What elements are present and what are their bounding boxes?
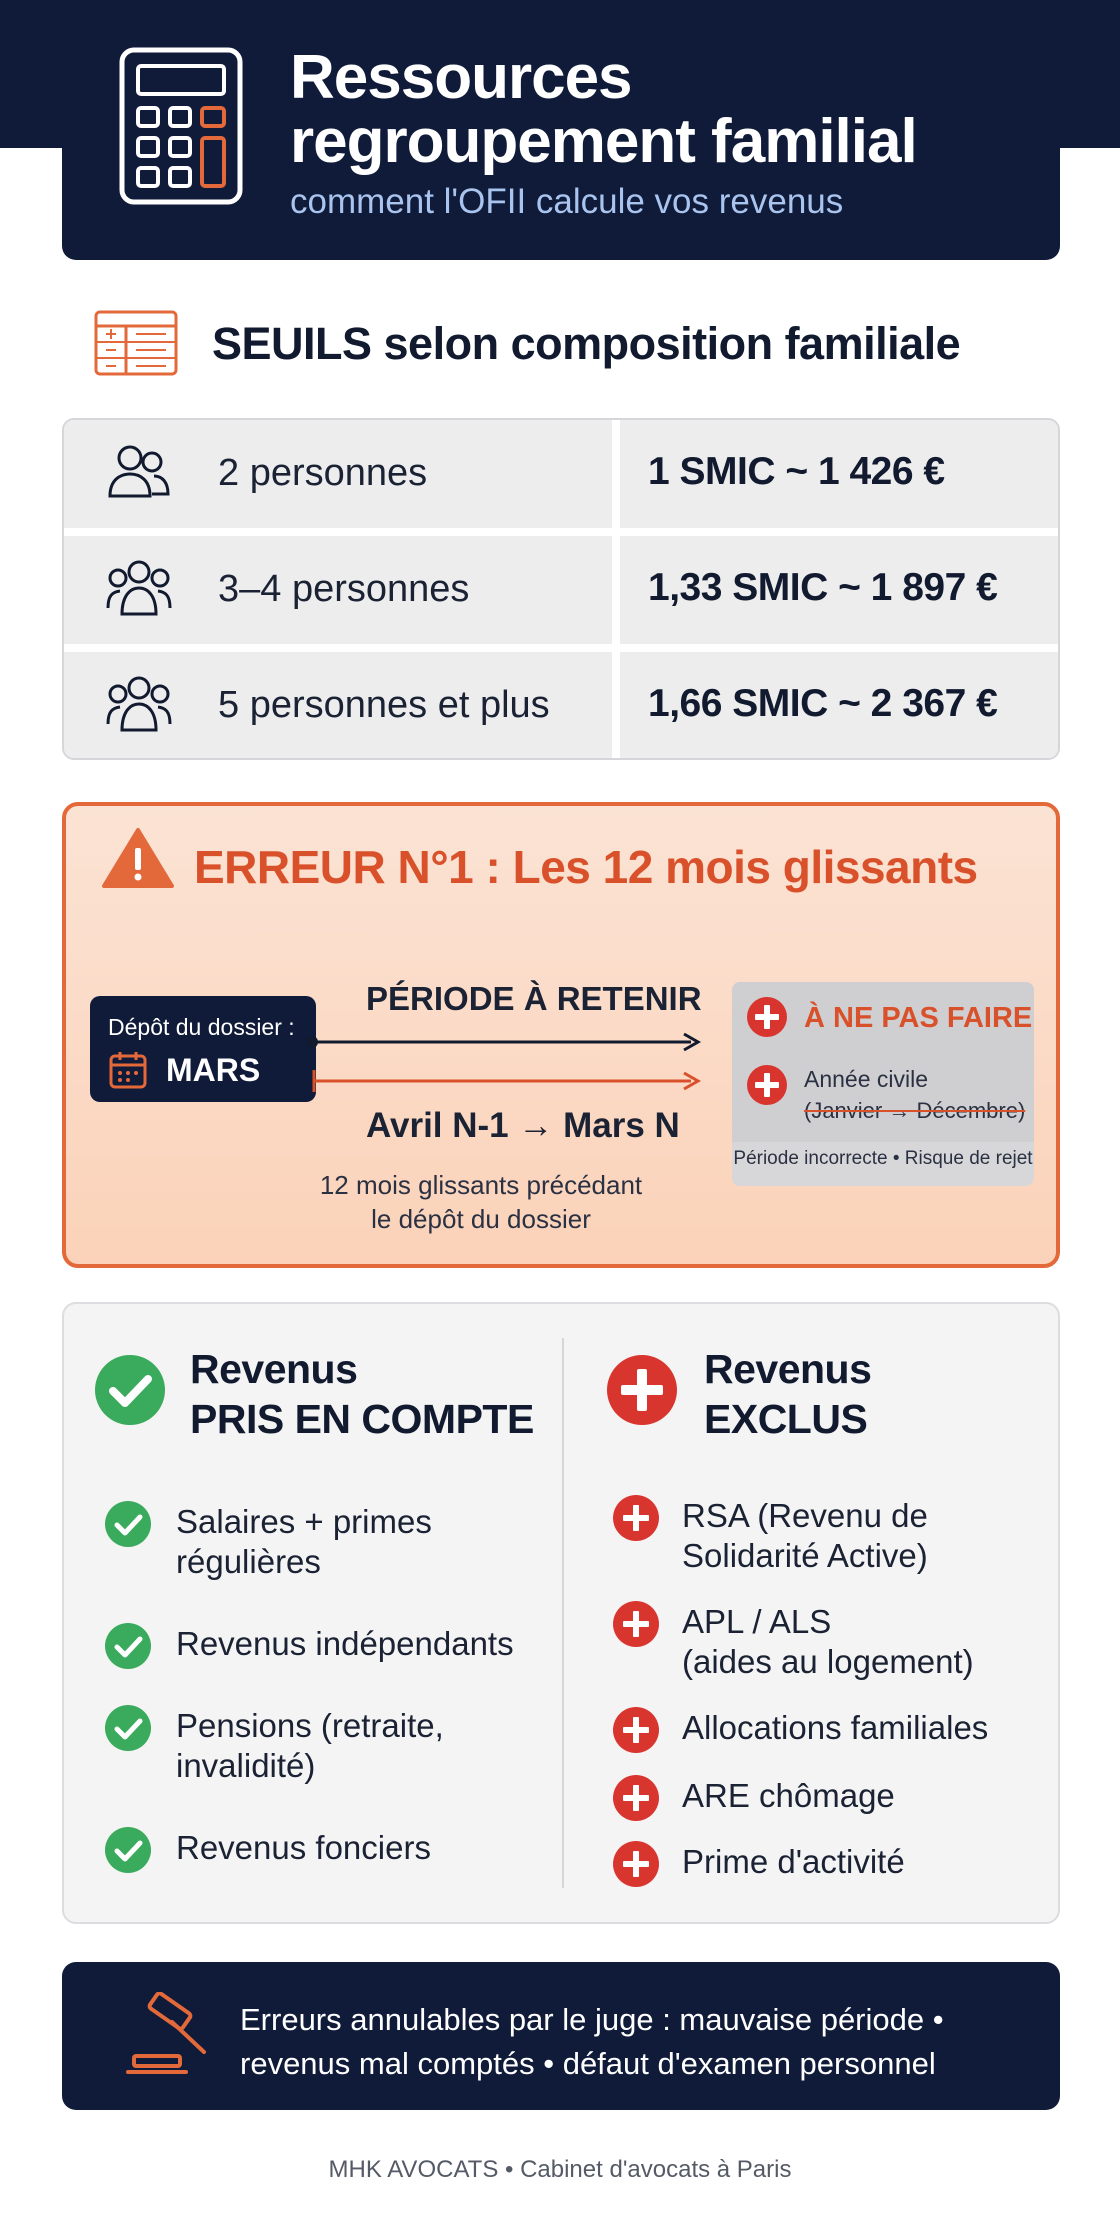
calculator-icon [118, 46, 244, 206]
page-title-line1: Ressources [290, 43, 632, 112]
seuil-value: 1,66 SMIC ~ 2 367 € [648, 682, 998, 725]
exclus-item-line: Solidarité Active) [682, 1537, 928, 1574]
footer-banner [62, 1962, 1060, 2110]
cross-circle-icon [612, 1774, 660, 1822]
periode-label: PÉRIODE À RETENIR [366, 980, 702, 1017]
erreur-title: ERREUR N°1 : Les 12 mois glissants [194, 841, 978, 893]
seuil-label: 2 personnes [218, 452, 428, 494]
ne-pas-faire-footer: Période incorrecte • Risque de rejet [733, 1148, 1033, 1169]
group-people-icon [104, 672, 174, 736]
credit-line: MHK AVOCATS • Cabinet d'avocats à Paris [328, 2156, 792, 2183]
periode-range: Avril N-1 → Mars N [366, 1106, 680, 1145]
seuil-composition-cell [64, 420, 612, 528]
seuil-row [64, 420, 1058, 528]
check-circle-icon [94, 1354, 166, 1426]
group-people-icon [104, 556, 174, 620]
exclus-item-line: APL / ALS [682, 1603, 832, 1640]
page-subtitle: comment l'OFII calcule vos revenus [290, 182, 844, 221]
seuil-label: 5 personnes et plus [218, 684, 550, 726]
exclus-item-line: Prime d'activité [682, 1843, 905, 1880]
ne-pas-faire-title: À NE PAS FAIRE [804, 1002, 1033, 1034]
seuil-composition-cell [64, 536, 612, 644]
cross-circle-icon [746, 1064, 788, 1106]
exclus-item-line: Allocations familiales [682, 1709, 989, 1746]
footer-line2: revenus mal comptés • défaut d'examen personnel [240, 2046, 936, 2081]
seuil-row [64, 536, 1058, 644]
exclus-title-line2: EXCLUS [704, 1396, 868, 1442]
spreadsheet-icon [92, 306, 180, 378]
calendar-icon [108, 1050, 148, 1090]
cross-circle-icon [612, 1706, 660, 1754]
seuil-value-cell [620, 420, 1058, 528]
seuils-title: SEUILS selon composition familiale [212, 318, 961, 369]
two-people-icon [104, 440, 174, 504]
check-circle-icon [104, 1622, 152, 1670]
exclus-item-line: RSA (Revenu de [682, 1497, 928, 1534]
depot-label: Dépôt du dossier : [108, 1014, 295, 1040]
pris-item-line: Revenus indépendants [176, 1625, 514, 1662]
pris-item-line: invalidité) [176, 1747, 316, 1784]
page-title-line2: regroupement familial [290, 107, 917, 176]
exclus-title-line1: Revenus [704, 1346, 872, 1392]
cross-circle-icon [612, 1600, 660, 1648]
depot-value: MARS [166, 1052, 261, 1088]
pris-item-line: Salaires + primes [176, 1503, 432, 1540]
seuil-value: 1,33 SMIC ~ 1 897 € [648, 566, 998, 609]
ne-pas-faire-card [732, 982, 1034, 1186]
footer-line1: Erreurs annulables par le juge : mauvaise période • [240, 2002, 944, 2037]
pris-item-line: régulières [176, 1543, 321, 1580]
ne-pas-faire-item: Année civile [804, 1066, 929, 1092]
cross-circle-icon [612, 1840, 660, 1888]
footer-text [240, 1998, 944, 2086]
seuil-value-cell [620, 652, 1058, 760]
exclus-item-line: ARE chômage [682, 1777, 895, 1814]
ne-pas-faire-item-sub: (Janvier → Décembre) [804, 1098, 1026, 1123]
seuil-value-cell [620, 536, 1058, 644]
revenus-panel [62, 1302, 1060, 1924]
seuil-label: 3–4 personnes [218, 568, 470, 610]
pris-title-line1: Revenus [190, 1346, 358, 1392]
timeline-arrows [306, 1026, 706, 1106]
check-circle-icon [104, 1826, 152, 1874]
seuil-row [64, 652, 1058, 760]
cross-circle-icon [606, 1354, 678, 1426]
erreur-panel [62, 802, 1060, 1268]
column-divider [562, 1338, 564, 1888]
warning-icon [102, 826, 174, 890]
pris-title-line2: PRIS EN COMPTE [190, 1396, 534, 1442]
pris-item-line: Pensions (retraite, [176, 1707, 444, 1744]
seuil-composition-cell [64, 652, 612, 760]
gavel-icon [126, 1992, 216, 2078]
cross-circle-icon [612, 1494, 660, 1542]
pris-item-line: Revenus fonciers [176, 1829, 431, 1866]
seuils-table [62, 418, 1060, 760]
cross-circle-icon [746, 996, 788, 1038]
seuil-value: 1 SMIC ~ 1 426 € [648, 450, 945, 493]
depot-badge [90, 996, 316, 1102]
header-card [62, 0, 1060, 260]
check-circle-icon [104, 1500, 152, 1548]
periode-note: 12 mois glissants précédant le dépôt du dossier [319, 1170, 643, 1234]
check-circle-icon [104, 1704, 152, 1752]
exclus-item-line: (aides au logement) [682, 1643, 974, 1680]
